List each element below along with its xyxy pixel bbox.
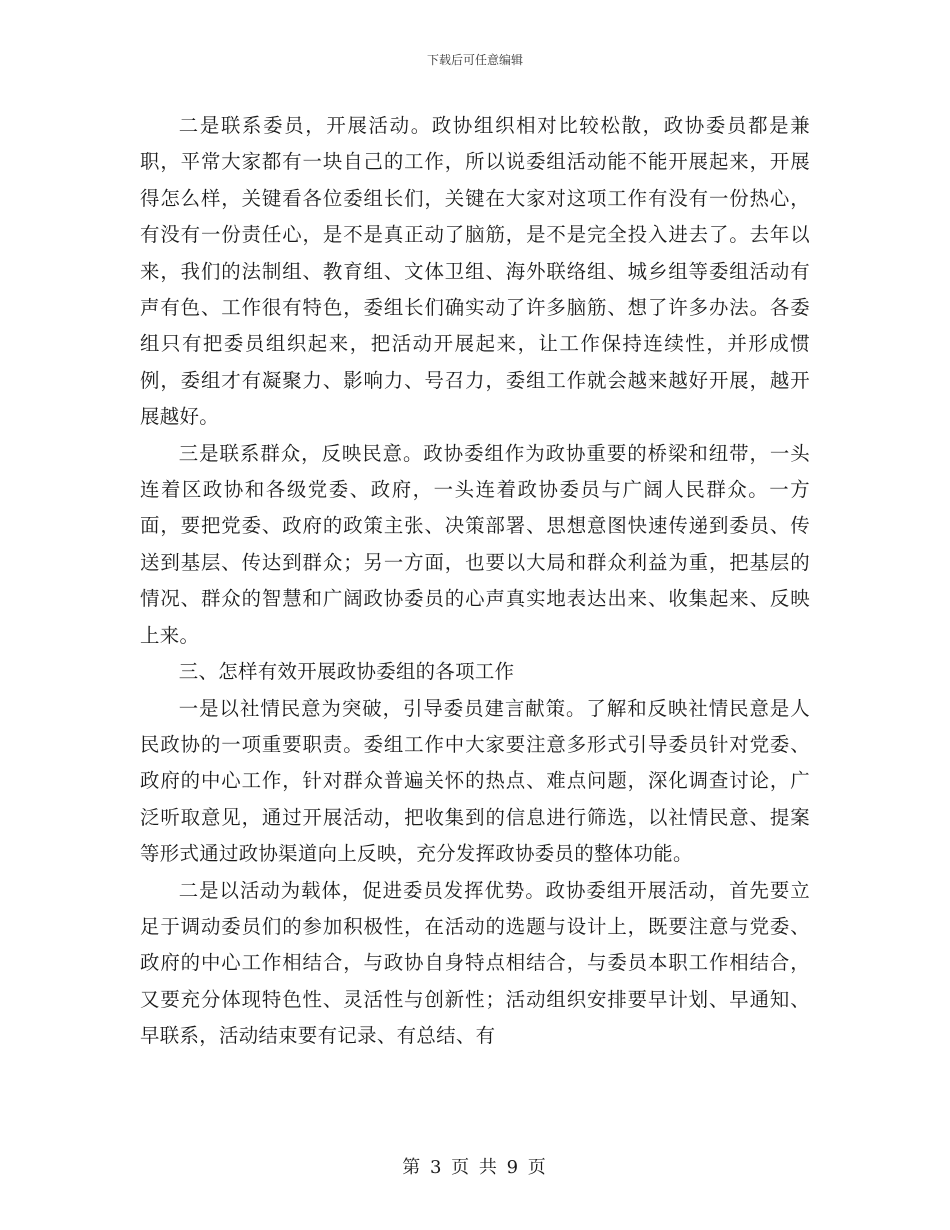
page-number-footer: 第 3 页 共 9 页 bbox=[402, 1157, 548, 1178]
paragraph-activities: 二是以活动为载体，促进委员发挥优势。政协委组开展活动，首先要立足于调动委员们的参加积极性，在活动的选题与设计上，既要注意与党委、政府的中心工作相结合，与政协自身特点相结合，与委员本职工作相结合，又要充分体现特色性、灵活性与创新性；活动组织安排要早计划、早通知、早联系，活动结束要有记录、有总结、有 bbox=[140, 878, 810, 1048]
paragraph-contact-masses: 三是联系群众，反映民意。政协委组作为政协重要的桥梁和纽带，一头连着区政协和各级党委、政府，一头连着政协委员与广阔人民群众。一方面，要把党委、政府的政策主张、决策部署、思想意图快速传递到委员、传送到基层、传达到群众；另一方面，也要以大局和群众利益为重，把基层的情况、群众的智慧和广阔政协委员的心声真实地表达出来、收集起来、反映上来。 bbox=[140, 441, 810, 647]
section-heading-how-to-work: 三、怎样有效开展政协委组的各项工作 bbox=[178, 660, 515, 684]
paragraph-public-opinion: 一是以社情民意为突破，引导委员建言献策。了解和反映社情民意是人民政协的一项重要职责。委组工作中大家要注意多形式引导委员针对党委、政府的中心工作，针对群众普遍关怀的热点、难点问题，深化调查讨论，广泛听取意见，通过开展活动，把收集到的信息进行筛选，以社情民意、提案等形式通过政协渠道向上反映，充分发挥政协委员的整体功能。 bbox=[140, 696, 810, 866]
document-body bbox=[140, 108, 810, 1055]
paragraph-contact-members: 二是联系委员，开展活动。政协组织相对比较松散，政协委员都是兼职，平常大家都有一块自己的工作，所以说委组活动能不能开展起来，开展得怎么样，关键看各位委组长们，关键在大家对这项工作有没有一份热心，有没有一份责任心，是不是真正动了脑筋，是不是完全投入进去了。去年以来，我们的法制组、教育组、文体卫组、海外联络组、城乡组等委组活动有声有色、工作很有特色，委组长们确实动了许多脑筋、想了许多办法。各委组只有把委员组织起来，把活动开展起来，让工作保持连续性，并形成惯例，委组才有凝聚力、影响力、号召力，委组工作就会越来越好开展，越开展越好。 bbox=[140, 114, 810, 429]
page-header-note: 下载后可任意编辑 bbox=[426, 53, 523, 67]
